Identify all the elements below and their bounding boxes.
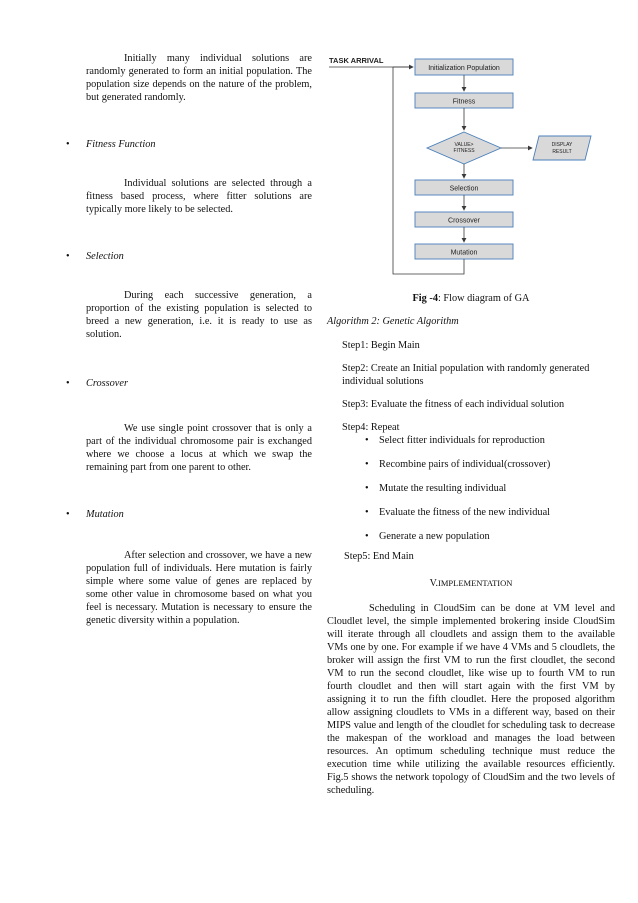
algorithm-step5: Step5: End Main [344,551,414,562]
section-number: V. [429,578,439,589]
display-result-shape [533,136,591,160]
right-column [327,292,615,797]
task-arrival-label: TASK ARRIVAL [329,56,384,65]
paragraph-text: Initially many individual solutions are randomly generated to form an initial population. The population size depends on the nature of the problem, but generated randomly. [86,53,312,103]
algorithm-substep-evaluate [327,506,615,519]
paragraph-text: After selection and crossover, we have a new population full of individuals. Here mutation is fairly simple where some value of genes are replaced by some other value in chromosome based on what you feel is necessary. Mutation is necessary to ensure the genetic diversity within a population. [86,550,312,626]
paragraph-text: During each successive generation, a proportion of the existing population is selected to breed a new generation, i.e. it is ready to use as solution. [86,290,312,340]
algorithm-step1: Step1: Begin Main [342,340,420,351]
bullet-dot: • [365,507,369,518]
bullet-fitness-function [66,138,312,151]
paragraph-text: We use single point crossover that is only a part of the individual chromosome pair is exchanged where we choose a locus at which we swap the remaining part from one parent to other. [86,423,312,473]
paragraph-initial-population [86,52,312,104]
bullet-dot: • [66,251,70,262]
bullet-mutation [66,508,312,521]
substep-text: Mutate the resulting individual [379,483,507,494]
display-label-line2: RESULT [552,149,572,155]
algorithm-step2: Step2: Create an Initial population with randomly generated individual solutions [342,363,590,387]
bullet-dot: • [365,459,369,470]
paragraph-crossover [86,422,312,474]
selection-label: Selection [449,185,479,193]
paragraph-fitness [86,177,312,216]
implementation-text: Scheduling in CloudSim can be done at VM level and Cloudlet level, the simple implemented brokering inside CloudSim will iterate through all cloudlets and assign them to the available VMs one by one. For example if we have 4 VMs and 5 cloudlets, the broker will assign the first VM to run the first cloudlet, the second VM to run the second cloudlet, like wise up to fourth VM to run fourth cloudlet and then will start again with the first VM by assigning it to run the fifth cloudlet. Here the proposed algorithm allow assigning cloudlets to VMs in a different way, based on their MIPS value and length of the cloudlet for scheduling task to decrease the makespan of the workload and manages the load between resources. An optimum scheduling technique must reduce the execution time while utilizing the available resources efficiently. Fig.5 shows the network topology of CloudSim and the two levels of scheduling. [327,603,615,796]
bullet-dot: • [365,531,369,542]
bullet-title: Mutation [86,509,124,520]
figure-caption-label: Fig -4 [412,293,438,304]
substep-text: Recombine pairs of individual(crossover) [379,459,551,470]
bullet-title: Selection [86,251,124,262]
algorithm-substep-select [327,434,615,447]
init-population-label: Initialization Population [428,65,500,72]
figure-caption [327,292,615,305]
algorithm-substep-mutate [327,482,615,495]
paragraph-text: Individual solutions are selected through a fitness based process, where fitter solutions are typically more likely to be selected. [86,178,312,215]
algorithm-substep-recombine [327,458,615,471]
flow-diagram-svg [327,50,615,286]
algorithm-step3: Step3: Evaluate the fitness of each individual solution [342,399,565,410]
crossover-label: Crossover [448,217,480,225]
algorithm-step4: Step4: Repeat [342,422,400,433]
left-column [66,52,312,627]
decision-label-line2: FITNESS [453,148,475,154]
bullet-selection [66,250,312,263]
algorithm-substep-generate [327,530,615,543]
section-heading [327,577,615,590]
algorithm-title: Algorithm 2: Genetic Algorithm [327,316,459,327]
bullet-title: Fitness Function [86,139,156,150]
paragraph-mutation [86,549,312,627]
bullet-dot: • [66,139,70,150]
substep-text: Evaluate the fitness of the new individual [379,507,550,518]
bullet-dot: • [365,483,369,494]
mutation-label: Mutation [450,249,478,257]
paragraph-selection [86,289,312,341]
figure-caption-text: : Flow diagram of GA [437,293,530,304]
section-title: IMPLEMENTATION [438,578,513,588]
substep-text: Generate a new population [379,531,490,542]
bullet-dot: • [66,509,70,520]
substep-text: Select fitter individuals for reproduction [379,435,545,446]
display-label-line1: DISPLAY [551,142,573,148]
ga-flow-diagram [327,50,615,286]
bullet-dot: • [66,378,70,389]
bullet-title: Crossover [86,378,128,389]
bullet-crossover [66,377,312,390]
fitness-label: Fitness [452,98,476,106]
implementation-paragraph [327,602,615,797]
decision-label-line1: VALUE> [454,142,474,148]
bullet-dot: • [365,435,369,446]
